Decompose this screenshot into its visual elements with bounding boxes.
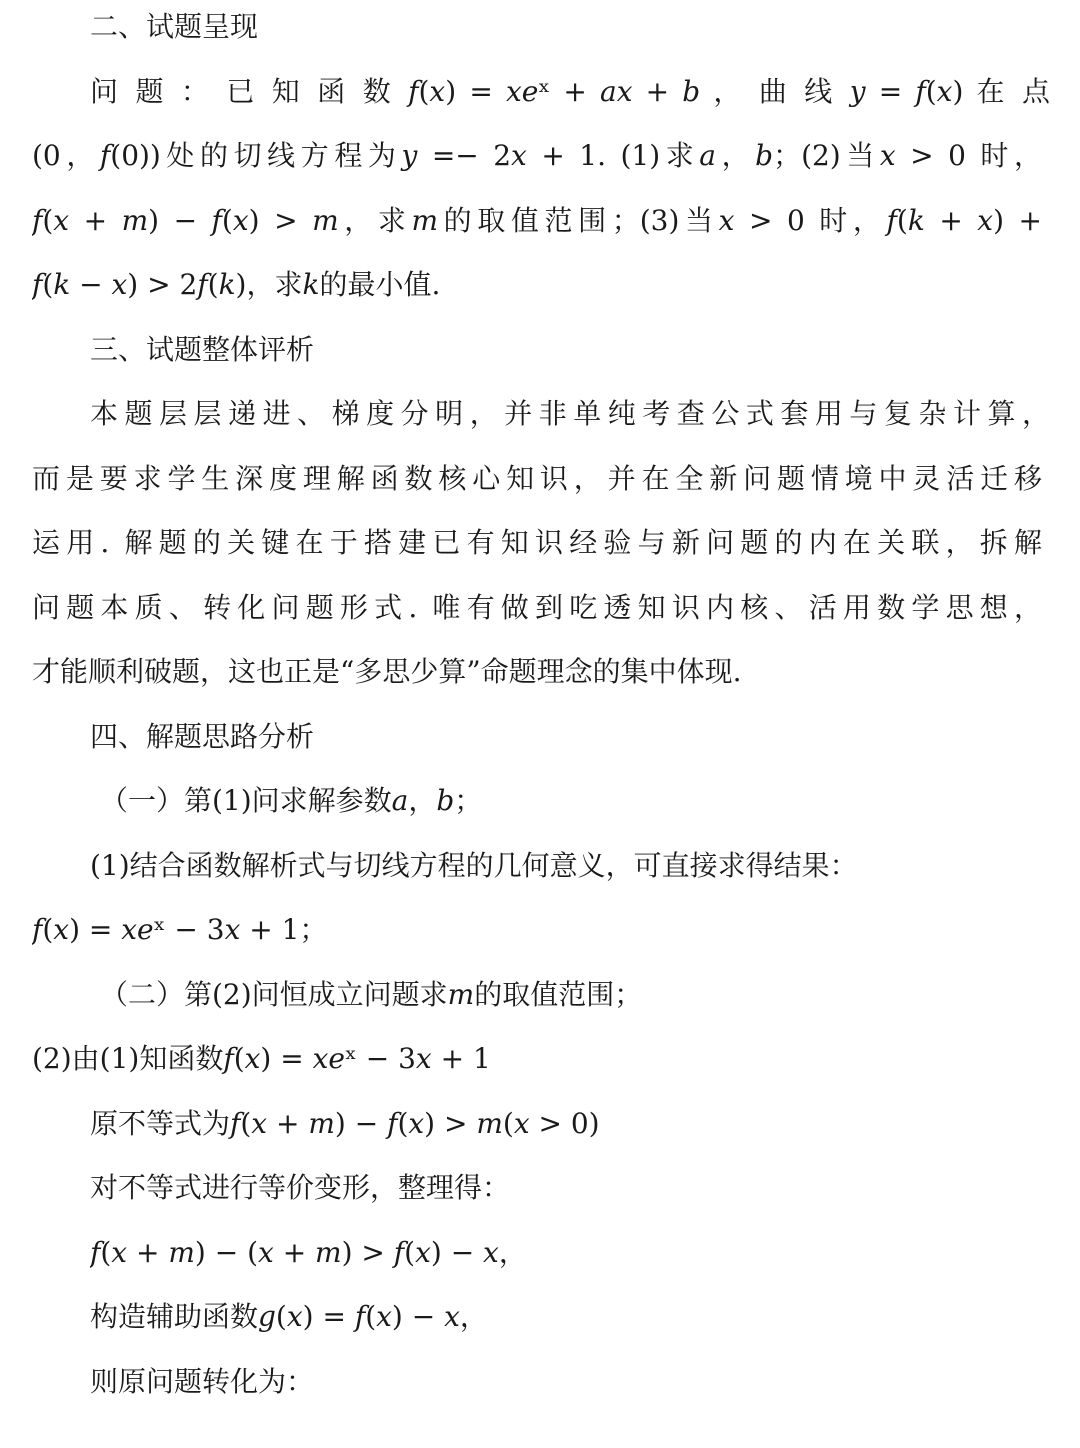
transform-line: 对不等式进行等价变形，整理得： xyxy=(90,1171,511,1204)
solution-step-2: (2)由(1)知函数𝑓(𝑥) = 𝑥𝑒ˣ − 3𝑥 + 1 xyxy=(32,1042,491,1075)
inequality-line: 原不等式为𝑓(𝑥 + 𝑚) − 𝑓(𝑥) > 𝑚(𝑥 > 0) xyxy=(90,1107,600,1140)
conclusion-line: 则原问题转化为： xyxy=(90,1365,315,1398)
problem-text-line-4: 𝑓(𝑘 − 𝑥) > 2𝑓(𝑘)，求𝑘的最小值. xyxy=(32,268,441,301)
section-heading-3: 三、试题整体评析 xyxy=(90,333,315,366)
analysis-line-2: 而是要求学生深度理解函数核心知识，并在全新问题情境中灵活迁移 xyxy=(32,462,1042,495)
subsection-heading-1: （一）第(1)问求解参数𝑎，𝑏； xyxy=(100,784,483,817)
problem-text-line-3: 𝑓(𝑥 + 𝑚) − 𝑓(𝑥) > 𝑚，求𝑚的取值范围；(3)当𝑥 > 0 时，𝑓(𝑘 + 𝑥) + xyxy=(32,204,1042,237)
section-heading-2: 二、试题呈现 xyxy=(90,10,259,43)
analysis-line-3: 运用. 解题的关键在于搭建已有知识经验与新问题的内在关联，拆解 xyxy=(32,526,1042,559)
section-heading-4: 四、解题思路分析 xyxy=(90,720,315,753)
subsection-heading-2: （二）第(2)问恒成立问题求𝑚的取值范围； xyxy=(100,978,643,1011)
analysis-line-5: 才能顺利破题，这也正是“多思少算”命题理念的集中体现. xyxy=(32,655,742,688)
analysis-line-4: 问题本质、转化问题形式. 唯有做到吃透知识内核、活用数学思想， xyxy=(32,591,1042,624)
solution-step-1: (1)结合函数解析式与切线方程的几何意义，可直接求得结果： xyxy=(90,849,858,882)
problem-text-line-2: (0，𝑓(0))处的切线方程为𝑦 =− 2𝑥 + 1. (1)求𝑎，𝑏；(2)当𝑥 > 0 时， xyxy=(32,139,1042,172)
formula-result-2: 𝑓(𝑥 + 𝑚) − (𝑥 + 𝑚) > 𝑓(𝑥) − 𝑥， xyxy=(90,1236,527,1269)
formula-result-1: 𝑓(𝑥) = 𝑥𝑒ˣ − 3𝑥 + 1； xyxy=(32,913,328,946)
problem-text-line-1: 问 题 ： 已 知 函 数 𝑓(𝑥) = 𝑥𝑒ˣ + 𝑎𝑥 + 𝑏 ， 曲 线 𝑦 = 𝑓(𝑥) 在 点 xyxy=(90,75,1050,108)
auxiliary-function-line: 构造辅助函数𝑔(𝑥) = 𝑓(𝑥) − 𝑥， xyxy=(90,1300,488,1333)
analysis-line-1: 本题层层递进、梯度分明，并非单纯考查公式套用与复杂计算， xyxy=(90,397,1050,430)
